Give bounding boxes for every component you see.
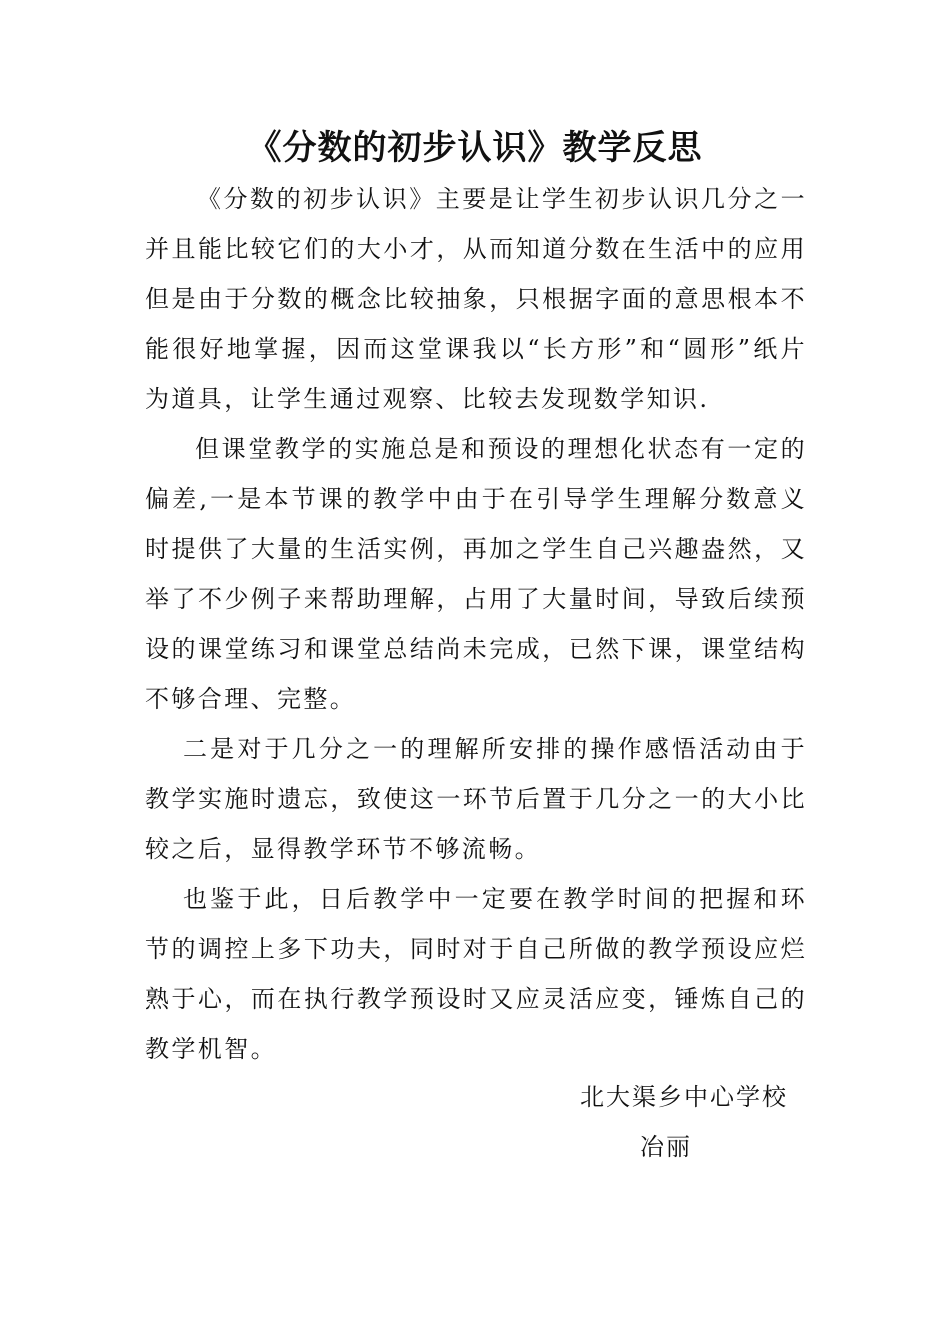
signature-author: 冶丽 [640, 1133, 692, 1161]
paragraph-2: 但课堂教学的实施总是和预设的理想化状态有一定的偏差,一是本节课的教学中由于在引导学生理解分数意义时提供了大量的生活实例，再加之学生自己兴趣盎然，又举了不少例子来帮助理解，占用了大量时间，导致后续预设的课堂练习和课堂总结尚未完成，已然下课，课堂结构不够合理、完整。 [145, 435, 807, 713]
paragraph-1: 《分数的初步认识》主要是让学生初步认识几分之一并且能比较它们的大小才，从而知道分数在生活中的应用但是由于分数的概念比较抽象，只根据字面的意思根本不能很好地掌握，因而这堂课我以“长方形”和“圆形”纸片为道具，让学生通过观察、比较去发现数学知识. [145, 185, 807, 413]
paragraph-4: 也鉴于此，日后教学中一定要在教学时间的把握和环节的调控上多下功夫，同时对于自己所做的教学预设应烂熟于心，而在执行教学预设时又应灵活应变，锤炼自己的教学机智。 [145, 885, 807, 1063]
document-title: 《分数的初步认识》教学反思 [247, 128, 703, 168]
document-body [145, 174, 807, 1074]
signature-school: 北大渠乡中心学校 [580, 1083, 788, 1111]
paragraph-3: 二是对于几分之一的理解所安排的操作感悟活动由于教学实施时遗忘，致使这一环节后置于几分之一的大小比较之后，显得教学环节不够流畅。 [145, 735, 807, 863]
